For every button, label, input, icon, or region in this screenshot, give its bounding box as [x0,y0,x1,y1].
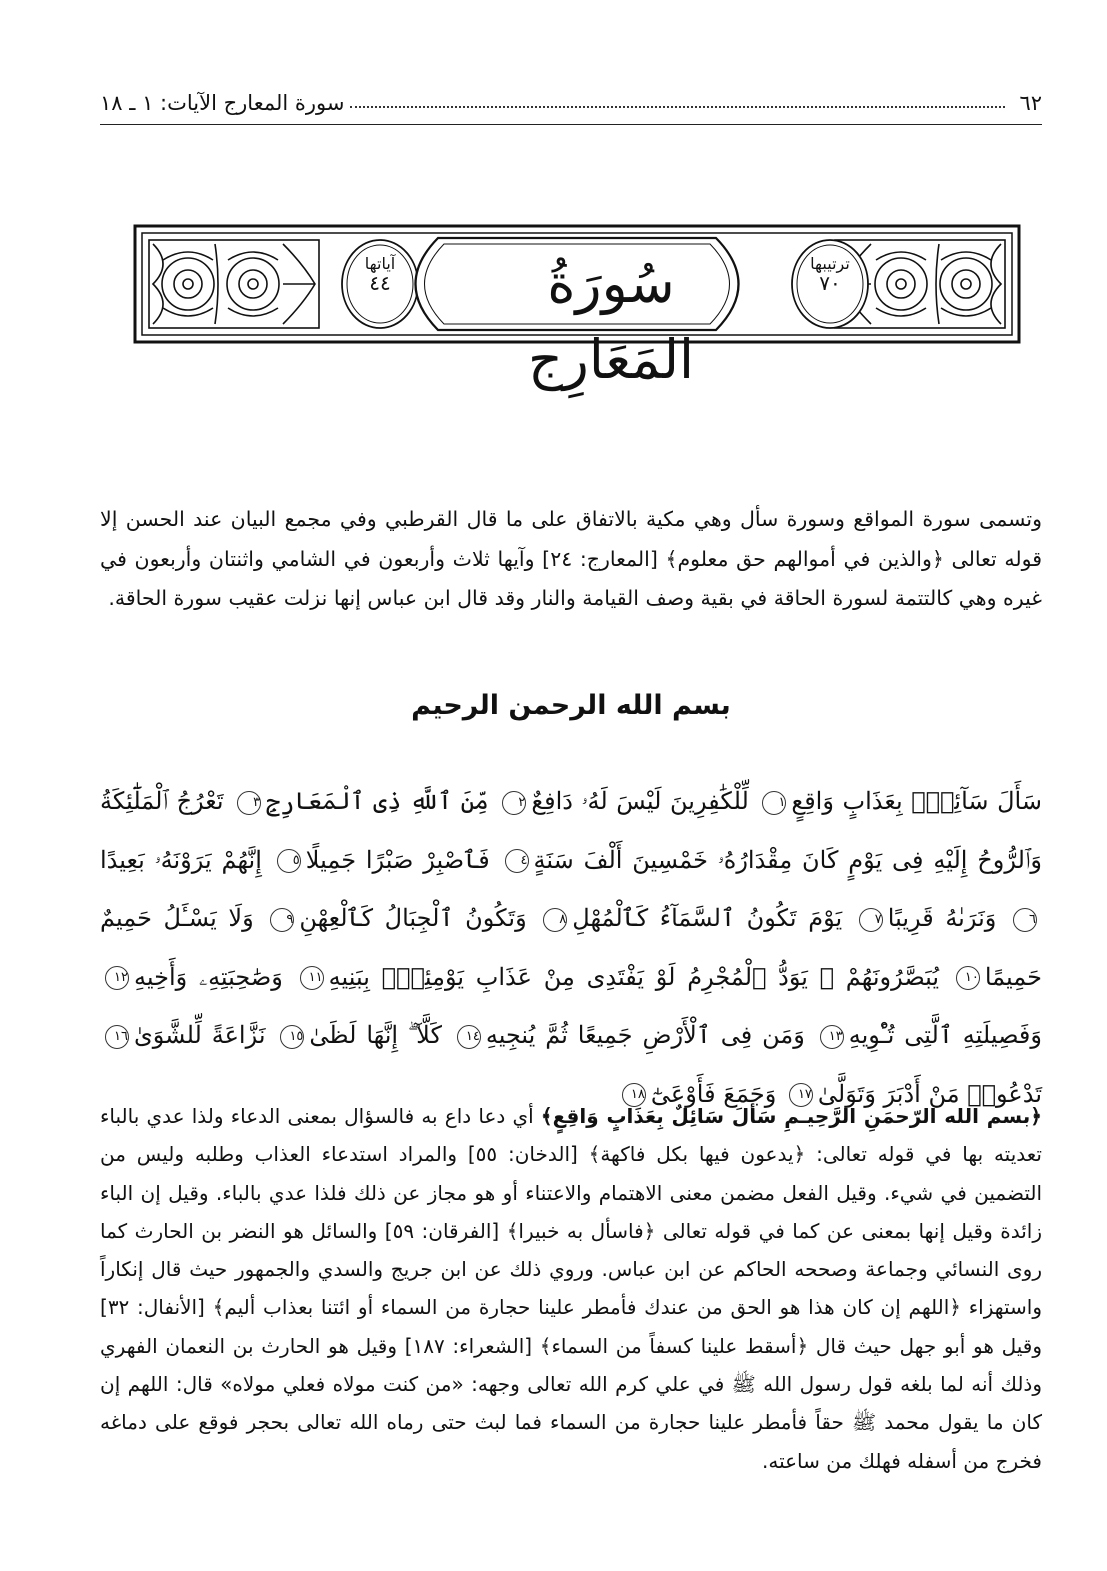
verse-text: وَلَا يَسْـَٔلُ حَمِيمٌ حَمِيمًا [100,904,1042,991]
basmala-heading: بسم الله الرحمن الرحيم [411,690,731,721]
verse-text: وَجَمَعَ فَأَوْعَىٰٓ [650,1079,777,1108]
verse [757,787,1042,815]
ayah-number-icon: ٢ [502,791,526,815]
ayah-number-icon: ١٨ [622,1083,646,1107]
verse [232,787,489,815]
verse-text: يَوْمَ تَكُونُ ٱلسَّمَآءُ كَٱلْمُهْلِ [572,904,843,932]
intro-paragraph: وتسمى سورة المواقع وسورة سأل وهي مكية بالاتفاق على ما قال القرطبي وفي مجمع البيان عند الحسن إلا قوله تعالى ﴿والذين في أموالهم حق معلوم﴾ [المعارج: ٢٤] وآيها ثلاث وأربعون في الشامي واثنتان وأربعون في غيره وهي كالتتمة لسورة الحاقة في بقية وصف القيامة والنار وقد قال ابن عباس إنها نزلت عقيب سورة الحاقة. [100,507,1043,610]
ayah-number-icon: ١٠ [956,966,980,990]
ayah-number-icon: ٤ [505,849,529,873]
ayah-number-icon: ٥ [277,849,301,873]
commentary-text: أي دعا داع به فالسؤال بمعنى الدعاء ولذا عدي بالباء تعديته بها في قوله تعالى: ﴿يدعون فيها بكل فاكهة﴾ [الدخان: ٥٥] والمراد استدعاء العذاب وطلبه وليس من التضمين في شيء. وقيل الفعل مضمن معنى الاهتمام والاعتناء أو هو مجاز عن ذلك فلذا عدي بالباء. وقيل إن الباء زائدة وقيل إنها بمعنى عن كما في قوله تعالى ﴿فاسأل به خبيرا﴾ [الفرقان: ٥٩] والسائل هو النضر بن الحارث كما روى النسائي وجماعة وصححه الحاكم عن ابن عباس. وروي ذلك عن ابن جريج والسدي والجمهور حيث قال إنكاراً واستهزاء ﴿اللهم إن كان هذا هو الحق من عندك فأمطر علينا حجارة من السماء أو ائتنا بعذاب أليم﴾ [الأنفال: ٣٢] وقيل هو أبو جهل حيث قال ﴿أسقط علينا كسفاً من السماء﴾ [الشعراء: ١٨٧] وقيل هو الحارث بن النعمان الفهري وذلك أنه لما بلغه قول رسول الله ﷺ في علي كرم الله تعالى وجهه: «من كنت مولاه فعلي مولاه» قال: اللهم إن كان ما يقول محمد ﷺ حقاً فأمطر علينا حجارة من السماء فما لبث حتى رماه الله تعالى بحجر فوقع على دماغه فخرج من أسفله فهلك من ساعته. [100,1104,1042,1473]
verse [815,1021,1042,1049]
verse [275,1021,442,1049]
ayah-number-icon: ١ [762,791,786,815]
verse-text: كَلَّآ ۖ إِنَّهَا لَظَىٰ [309,1021,442,1049]
order-number: ٧٠ [819,271,841,295]
verse [100,1021,266,1049]
ayah-number-icon: ٨ [543,908,567,932]
verse-text: وَصَٰحِبَتِهِۦ وَأَخِيهِ [134,962,283,991]
running-header-title: سورة المعارج الآيات: ١ ـ ١٨ [100,91,345,115]
commentary-lead-verse: ﴿بسم الله الرّحمَنِ الرَّحِيـمِ سَأَلَ سَائِلٌ بِعَذَابٍ وَاقِعٍ﴾ [540,1104,1043,1128]
verse-text: سَأَلَ سَآئِلُۢ بِعَذَابٍ وَاقِعٍ [791,787,1042,815]
verse-text: وَمَن فِى ٱلْأَرْضِ جَمِيعًا ثُمَّ يُنجِيهِ [485,1021,805,1049]
ayah-number-icon: ١٥ [280,1025,304,1049]
verse-text: إِنَّهُمْ يَرَوْنَهُۥ بَعِيدًا [100,845,262,874]
verse-text: تَعْرُجُ ٱلْمَلَٰٓئِكَةُ وَٱلرُّوحُ إِلَيْهِ فِى يَوْمٍ كَانَ مِقْدَارُهُۥ خَمْسِينَ أَلْفَ سَنَةٍ [100,787,1042,874]
ayah-number-icon: ١٧ [789,1083,813,1107]
ayah-number-icon: ١١ [300,966,324,990]
ayat-label: آياتها [364,254,396,273]
verse-text: وَتَكُونُ ٱلْجِبَالُ كَٱلْعِهْنِ [299,904,527,932]
ayah-number-icon: ١٦ [105,1025,129,1049]
verse-text: وَفَصِيلَتِهِ ٱلَّتِى تُـْٔوِيهِ [848,1021,1042,1049]
ayah-number-icon: ١٤ [457,1025,481,1049]
surah-name: سُورَةُ المَعَارِج [527,252,695,391]
verse [538,904,842,932]
verse-text: يُبَصَّرُونَهُمْ ۚ يَوَدُّ ٱلْمُجْرِمُ لَوْ يَفْتَدِى مِنْ عَذَابِ يَوْمِئِذٍۭ بِبَنِيهِ [328,962,940,991]
verse [100,963,283,991]
ayah-number-icon: ٣ [237,791,261,815]
ayah-number-icon: ٦ [1013,908,1037,932]
verse [295,963,939,991]
surah-banner [133,224,1021,391]
verse [452,1021,805,1049]
ayah-number-icon: ٧ [859,908,883,932]
ayat-medallion [338,254,422,295]
verse-text: لِّلْكَٰفِرِينَ لَيْسَ لَهُۥ دَافِعٌ [531,787,749,815]
page-number: ٦٢ [1019,91,1042,115]
verse-text: فَٱصْبِرْ صَبْرًا جَمِيلًا [305,845,490,874]
verse-text: نَزَّاعَةً لِّلشَّوَىٰ [134,1021,266,1049]
running-header [100,86,1042,120]
ayah-number-icon: ١٣ [820,1025,844,1049]
order-label: ترتيبها [810,254,850,273]
order-medallion [788,254,872,295]
verse-text: وَنَرَىٰهُ قَرِيبًا [887,904,997,932]
verse [265,904,526,932]
ayat-number: ٤٤ [369,271,391,295]
header-rule [100,124,1042,125]
commentary-paragraph [100,1097,1042,1480]
leader-dots [350,106,1005,108]
verse-text: تَدْعُوا۟ مَنْ أَدْبَرَ وَتَوَلَّىٰ [817,1079,1042,1108]
verse [854,904,997,932]
ayah-number-icon: ٩ [270,908,294,932]
verse [497,787,749,815]
verses-block [100,772,1042,1123]
verse [272,846,490,874]
verse-text: مِّنَ ٱللَّهِ ذِى ٱلْمَعَارِجِ [266,787,489,815]
ayah-number-icon: ١٢ [105,966,129,990]
